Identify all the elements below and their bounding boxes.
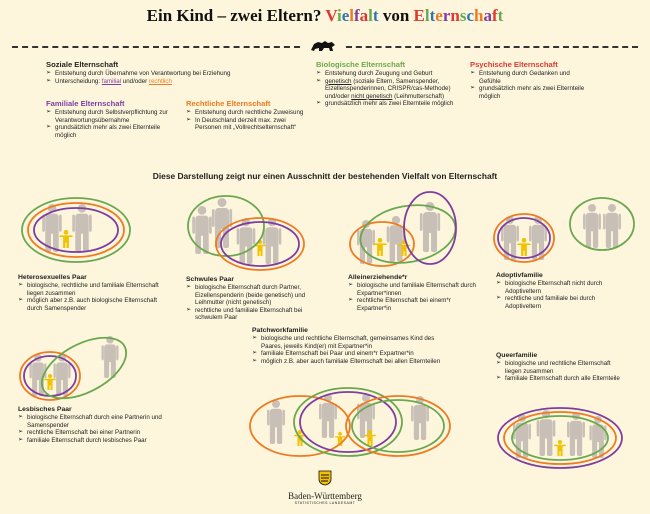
single-heading: Alleinerziehende*r	[348, 274, 408, 281]
hetero-bullet-2: ➢ möglich aber z.B. auch biologische Elternschaft durch Samenspender	[18, 297, 168, 312]
social-bullet-2: ➢ Unterscheidung: familial und/oder rechtlich	[46, 78, 286, 86]
familial-heading: Familiale Elternschaft	[46, 99, 125, 108]
adult-figure	[72, 204, 91, 252]
adoptive-illustration	[492, 196, 638, 268]
title-letter: l	[424, 6, 430, 25]
social-heading: Soziale Elternschaft	[46, 60, 119, 69]
single-illustration	[350, 190, 460, 270]
familial-parenthood-block	[46, 99, 180, 139]
psychic-bullet-2: ➢ grundsätzlich mehr als zwei Elternteile möglich	[470, 85, 590, 100]
hetero-illustration	[18, 194, 138, 266]
parenthood-ring	[570, 198, 634, 250]
parenthood-ring	[294, 388, 402, 456]
subtitle: Diese Darstellung zeigt nur einen Ausschnitt der bestehenden Vielfalt von Elternschaft	[152, 171, 498, 181]
title-letter: r	[442, 6, 451, 25]
child-figure	[373, 238, 387, 256]
title-letter: n	[450, 6, 460, 25]
queer-block	[496, 352, 622, 383]
hetero-heading: Heterosexuelles Paar	[18, 274, 87, 281]
hetero-block	[18, 274, 168, 312]
title-text-2: von	[378, 6, 414, 25]
title-letter: V	[325, 6, 337, 25]
gay-bullet-2: ➢ rechtliche und familiale Elternschaft bei schwulem Paar	[186, 307, 330, 322]
title-letter: f	[492, 6, 498, 25]
queer-heading: Queerfamilie	[496, 352, 538, 359]
adoptive-heading: Adoptivfamilie	[496, 272, 543, 279]
adult-figure	[192, 206, 211, 254]
familial-bullet-1: ➢ Entstehung durch Selbstverpflichtung zur Verantwortungsübernahme	[46, 109, 180, 124]
divider-right	[346, 46, 638, 48]
biological-bullet-2: ➢ genetisch (soziale Eltern, Samenspender, Eizellenspenderinnen, CRISPR/cas-Methode) und/oder nicht genetisch (Leihmutterschaft)	[316, 78, 462, 101]
gay-bullet-1: ➢ biologische Elternschaft durch Partner, Eizellenspenderin (beide genetisch) und Leihmutter (nicht genetisch)	[186, 284, 330, 307]
adoptive-bullet-2: ➢ rechtliche und familiale bei durch Adoptiveltern	[496, 295, 620, 310]
gay-heading: Schwules Paar	[186, 276, 234, 283]
title-letter: s	[459, 6, 467, 25]
biological-heading: Biologische Elternschaft	[316, 60, 406, 69]
title-letter: E	[413, 6, 425, 25]
title-letter: c	[466, 6, 475, 25]
familial-bullet-2: ➢ grundsätzlich mehr als zwei Elternteile möglich	[46, 124, 180, 139]
lion-logo-icon	[308, 38, 338, 54]
footer-name: Baden-Württemberg	[288, 491, 362, 501]
gay-illustration	[186, 192, 310, 272]
adult-figure	[583, 204, 601, 248]
single-block	[348, 274, 478, 312]
title-letter: f	[354, 6, 360, 25]
patchwork-bullet-2: ➢ familiale Elternschaft bei Paar und einem*r Expartner*in	[252, 350, 452, 358]
footer-subname: STATISTISCHES LANDESAMT	[294, 501, 356, 505]
queer-bullet-2: ➢ familiale Elternschaft durch alle Elternteile	[496, 375, 622, 383]
legal-heading: Rechtliche Elternschaft	[186, 99, 271, 108]
psychic-bullet-1: ➢ Entstehung durch Gedanken und Gefühle	[470, 70, 590, 85]
legal-bullet-1: ➢ Entstehung durch rechtliche Zuweisung	[186, 109, 308, 117]
social-parenthood-block	[46, 60, 286, 85]
gay-block	[186, 276, 330, 322]
lesbian-illustration	[16, 334, 140, 402]
psychic-parenthood-block	[470, 60, 590, 100]
lesbian-bullet-1: ➢ biologische Elternschaft durch eine Partnerin und Samenspender	[18, 414, 170, 429]
title-text-1: Ein Kind – zwei Eltern?	[146, 6, 326, 25]
queer-illustration	[494, 390, 640, 470]
biological-bullet-1: ➢ Entstehung durch Zeugung und Geburt	[316, 70, 462, 78]
title-letter: l	[349, 6, 354, 25]
title-letter: e	[341, 6, 350, 25]
child-figure	[59, 230, 73, 248]
adoptive-bullet-1: ➢ biologische Elternschaft nicht durch Adoptiveltern	[496, 280, 620, 295]
patchwork-illustration	[248, 380, 458, 462]
parenthood-ring	[32, 325, 136, 411]
patchwork-bullet-1: ➢ biologische und rechtliche Elternschaft, gemeinsames Kind des Paares, jeweils Kind(er) mit Expartner*in	[252, 335, 452, 350]
biological-bullet-3: ➢ grundsätzlich mehr als zwei Elternteile möglich	[316, 100, 462, 108]
social-bullet-1: ➢ Entstehung durch Übernahme von Verantwortung bei Erziehung	[46, 70, 286, 78]
footer-logo	[280, 470, 370, 505]
title-letter: a	[483, 6, 492, 25]
title-letter: a	[359, 6, 369, 25]
child-figure	[554, 440, 566, 456]
legal-bullet-2: ➢ In Deutschland derzeit max. zwei Personen mit „Vollrechtselternschaft“	[186, 117, 308, 132]
adult-figure	[603, 204, 621, 248]
title-letter: e	[435, 6, 443, 25]
hetero-bullet-1: ➢ biologische, rechtliche und familiale Elternschaft liegen zusammen	[18, 282, 168, 297]
single-bullet-2: ➢ rechtliche Elternschaft bei einem*r Expartner*in	[348, 297, 478, 312]
adult-figure	[529, 216, 547, 260]
adoptive-block	[496, 272, 620, 310]
title-letter: t	[497, 6, 504, 25]
divider-left	[12, 46, 300, 48]
patchwork-heading: Patchworkfamilie	[252, 327, 308, 334]
page-title	[0, 6, 650, 26]
title-letter: t	[372, 6, 379, 25]
title-letter: t	[429, 6, 436, 25]
child-figure	[517, 238, 531, 256]
title-letter: l	[368, 6, 373, 25]
lesbian-bullet-3: ➢ familiale Elternschaft durch lesbisches Paar	[18, 437, 170, 445]
title-word-elternschaft	[414, 6, 504, 25]
adult-figure	[501, 216, 519, 260]
title-letter: i	[336, 6, 342, 25]
lesbian-block	[18, 406, 170, 444]
adult-figure	[267, 400, 285, 444]
psychic-heading: Psychische Elternschaft	[470, 60, 558, 69]
single-bullet-1: ➢ biologische und familiale Elternschaft durch Expartner*innen	[348, 282, 478, 297]
biological-parenthood-block	[316, 60, 462, 108]
lesbian-heading: Lesbisches Paar	[18, 406, 72, 413]
queer-bullet-1: ➢ biologische und rechtliche Elternschaft liegen zusammen	[496, 360, 622, 375]
patchwork-block	[252, 327, 452, 365]
lesbian-bullet-2: ➢ rechtliche Elternschaft bei einer Partnerin	[18, 429, 170, 437]
adult-figure	[101, 336, 118, 378]
title-letter: h	[474, 6, 484, 25]
patchwork-bullet-3: ➢ möglich z.B. aber auch familiale Elternschaft bei allen Elternteilen	[252, 358, 452, 366]
adult-figure	[420, 202, 440, 252]
legal-parenthood-block	[186, 99, 308, 132]
coat-of-arms-icon	[318, 470, 332, 486]
title-word-vielfalt	[325, 6, 378, 25]
